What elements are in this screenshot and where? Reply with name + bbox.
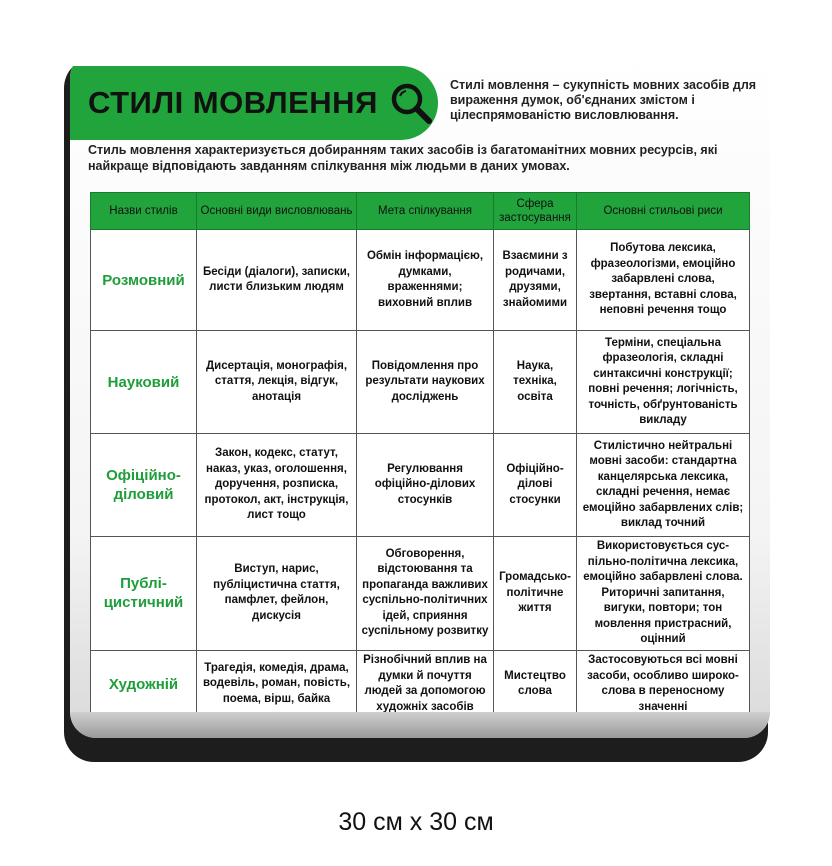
magnifier-icon [388,80,434,126]
style-name: Публі-цистичний [91,537,197,651]
purpose: Різнобічний вплив на думки й почуття людей за допомогою художніх засобів [357,650,494,718]
purpose: Регулювання офіційно-ділових стосунків [357,434,494,537]
header-style-name: Назви стилів [91,193,197,230]
features: Побутова лексика, фразеологізми, емоційно забарвлені слова, звертання, вставні слова, неповні речення тощо [577,230,750,331]
sphere: Взаємини з родичами, друзями, знайомими [494,230,577,331]
features: Застосовуються всі мовні засоби, особливо широко-слова в переносному значенні [577,650,750,718]
style-name: Офіційно-діловий [91,434,197,537]
header-utterance-types: Основні види висловлювань [197,193,357,230]
style-name: Розмовний [91,230,197,331]
purpose: Обговорення, відстоювання та пропаганда важливих суспільно-політичних ідей, сприяння суспільному розвитку [357,537,494,651]
purpose: Обмін інформацією, думками, враженнями; виховний вплив [357,230,494,331]
features: Терміни, спеціальна фразеологія, складні синтаксичні конструкції; повні речення; логічність, точність, обґрунтованість викладу [577,331,750,434]
size-label: 30 см х 30 см [338,808,494,836]
table-row [91,434,750,537]
header-purpose: Мета спілкування [357,193,494,230]
header-sphere: Сфера застосування [494,193,577,230]
utterance-types: Трагедія, комедія, драма, водевіль, роман, повість, поема, вірш, байка [197,650,357,718]
features: Стилістично нейтральні мовні засоби: стандартна канцелярська лексика, складні речення, немає емоційно забарвлених слів; виклад точний [577,434,750,537]
title-bar [70,66,438,140]
style-name: Художній [91,650,197,718]
utterance-types: Бесіди (діалоги), записки, листи близьким людям [197,230,357,331]
sphere: Мистецтво слова [494,650,577,718]
style-name: Науковий [91,331,197,434]
table-header-row [91,193,750,230]
sphere: Наука, техніка, освіта [494,331,577,434]
utterance-types: Закон, кодекс, статут, наказ, указ, оголошення, доручення, розписка, протокол, акт, інструкція, лист тощо [197,434,357,537]
definition-text: Стилі мовлення – сукупність мовних засобів для вираження думок, об'єднаних змістом і цілеспрямованістю висловлювання. [450,78,757,122]
table-row [91,650,750,718]
table-row [91,537,750,651]
poster-board [70,52,770,738]
utterance-types: Дисертація, монографія, стаття, лекція, відгук, анотація [197,331,357,434]
styles-table [90,192,750,719]
utterance-types: Виступ, нарис, публіцистична стаття, памфлет, фейлон, дискусія [197,537,357,651]
poster-title: СТИЛІ МОВЛЕННЯ [88,85,378,120]
header-features: Основні стильові риси [577,193,750,230]
table-row [91,230,750,331]
board-bottom-edge [70,712,770,738]
intro-text: Стиль мовлення характеризується добиранням таких засобів із багатоманітних мовних ресурсів, які найкраще відповідають завданням спілкування між людьми в даних умовах. [88,143,718,173]
sphere: Громадсько-політичне життя [494,537,577,651]
table-row [91,331,750,434]
features: Використовується сус-пільно-політична лексика, емоційно забарвлені слова. Риторичні запитання, вигуки, повтори; тон мовлення пристрасний, оцінний [577,537,750,651]
sphere: Офіційно-ділові стосунки [494,434,577,537]
purpose: Повідомлення про результати наукових досліджень [357,331,494,434]
